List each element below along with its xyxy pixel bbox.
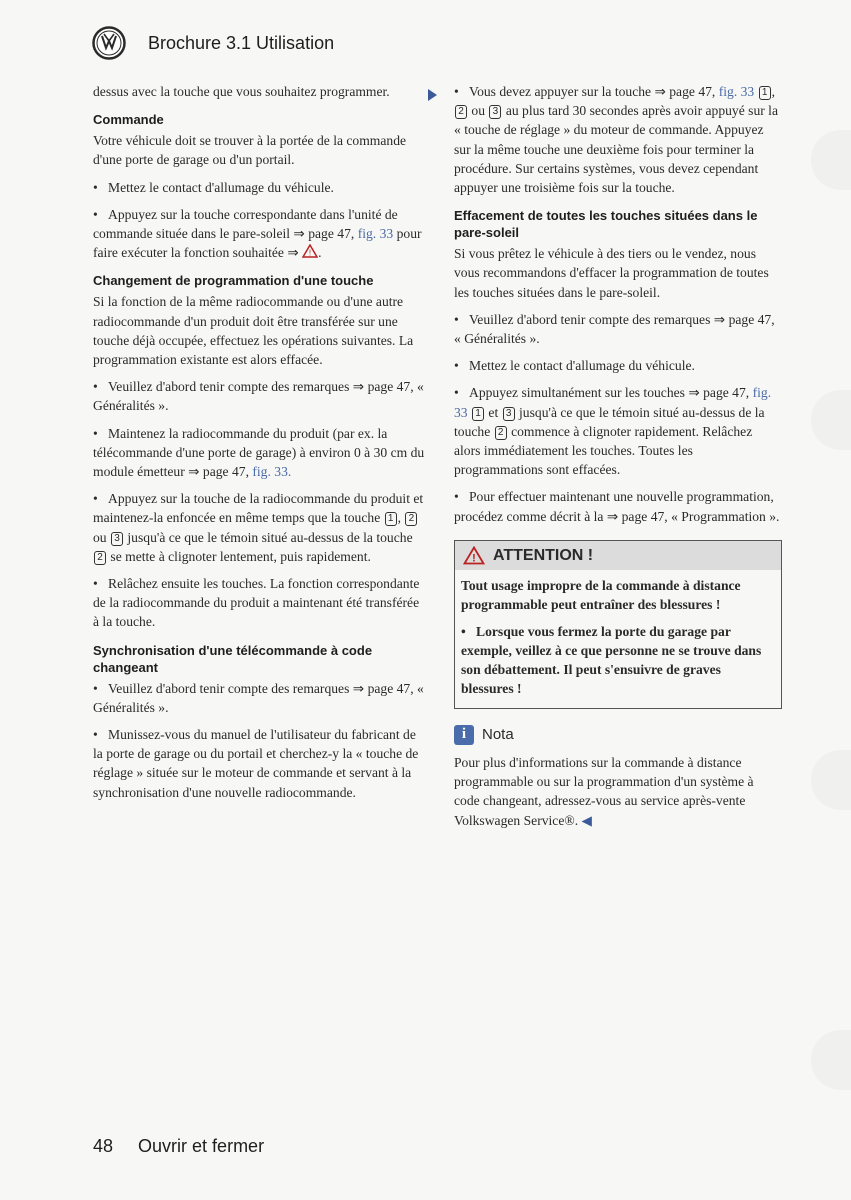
page-edge-shadow (811, 1030, 851, 1090)
key-1-icon: 1 (759, 86, 771, 100)
list-item: • Vous devez appuyer sur la touche ⇒ page 47, fig. 33 1 , 2 ou 3 au plus tard 30 secondes après avoir appuyé sur la « touche de réglage » du moteur de commande. Appuyez sur la même touche une deuxième fois pour terminer la procédure. Sur certains systèmes, vous devez cependant appuyer une troisième fois sur la touche. (454, 84, 778, 196)
svg-text:!: ! (472, 552, 476, 565)
paragraph-changement: Si la fonction de la même radiocommande ou d'une autre radiocommande d'un produit doit être transférée sur une touche déjà occupée, effectuez les opérations suivantes. La programmation existante est alors effacée. (93, 294, 414, 368)
key-3-icon: 3 (503, 407, 515, 421)
figure-link[interactable]: fig. 33 (357, 226, 394, 242)
warning-title: ATTENTION ! (493, 546, 594, 564)
page-edge-shadow (811, 390, 851, 450)
warning-triangle-icon (463, 546, 485, 565)
list-item: • Appuyez sur la touche de la radiocommande du produit et maintenez-la enfoncée en même temps que la touche 1 , 2 ou 3 jusqu'à ce que le témoin situé au-dessus de la touche 2 se mette à clignoter lentement, puis rapidement. (93, 491, 424, 564)
vw-logo-icon (92, 26, 126, 60)
warning-body (455, 570, 781, 708)
heading-commande: Commande (93, 112, 164, 128)
nota-header (454, 725, 782, 745)
warning-text: Tout usage impropre de la commande à distance programmable peut entraîner des blessures ! (461, 578, 741, 613)
nota-title: Nota (482, 726, 514, 744)
warning-header (455, 541, 781, 570)
list-item: • Veuillez d'abord tenir compte des remarques ⇒ page 47, « Généralités ». (454, 311, 775, 347)
list-item: • Appuyez sur la touche correspondante dans l'unité de commande située dans le pare-soleil ⇒ page 47, fig. 33 pour faire exécuter la fonction souhaitée ⇒ ! . (93, 206, 422, 261)
warning-triangle-icon (302, 244, 318, 258)
right-column (454, 82, 782, 838)
intro-text: dessus avec la touche que vous souhaitez programmer. (93, 84, 390, 99)
list-item: • Relâchez ensuite les touches. La fonction correspondante de la radiocommande du produit a maintenant été transférée à la touche. (93, 576, 420, 630)
figure-link[interactable]: fig. 33 (718, 84, 755, 99)
end-marker-icon: ◀ (581, 812, 592, 828)
list-item: • Appuyez simultanément sur les touches ⇒ page 47, fig. 33 1 et 3 jusqu'à ce que le témoin situé au-dessus de la touche 2 commence à clignoter rapidement. Relâchez alors immédiatement les touches. Toutes les programmations sont effacées. (454, 385, 772, 478)
figure-link[interactable]: fig. 33 (454, 385, 772, 420)
list-item: • Munissez-vous du manuel de l'utilisateur du fabricant de la porte de garage ou du portail et cherchez-y la « touche de réglage » située sur le moteur de commande et servant à la synchronisation d'une nouvelle radiocommande. (93, 727, 419, 800)
page-number: 48 (93, 1136, 114, 1156)
key-1-icon: 1 (385, 512, 397, 526)
paragraph-commande: Votre véhicule doit se trouver à la portée de la commande d'une porte de garage ou d'un portail. (93, 133, 407, 168)
heading-effacement: Effacement de toutes les touches situées dans le pare-soleil (454, 208, 758, 241)
heading-changement: Changement de programmation d'une touche (93, 273, 374, 289)
key-1-icon: 1 (472, 407, 484, 421)
key-2-icon: 2 (94, 551, 106, 565)
list-item: • Pour effectuer maintenant une nouvelle programmation, procédez comme décrit à la ⇒ page 47, « Programmation ». (454, 489, 780, 524)
page-header (92, 26, 334, 60)
warning-box (454, 540, 782, 709)
paragraph-effacement: Si vous prêtez le véhicule à des tiers ou le vendez, nous vous recommandons d'effacer la programmation de toutes les touches situées dans le pare-soleil. (454, 246, 769, 300)
key-2-icon: 2 (455, 105, 467, 119)
key-3-icon: 3 (489, 105, 501, 119)
list-item: • Mettez le contact d'allumage du véhicule. (454, 358, 695, 374)
list-item: • Lorsque vous fermez la porte du garage par exemple, veillez à ce que personne ne se trouve dans son débattement. Il peut s'ensuivre de graves blessures ! (461, 624, 762, 697)
page-edge-shadow (811, 750, 851, 810)
list-item: • Veuillez d'abord tenir compte des remarques ⇒ page 47, « Généralités ». (93, 379, 424, 414)
page-footer (93, 1136, 264, 1157)
list-item: • Mettez le contact d'allumage du véhicule. (93, 179, 334, 195)
list-item: • Maintenez la radiocommande du produit (par ex. la télécommande d'une porte de garage) à environ 0 à 30 cm du module émetteur ⇒ page 47, fig. 33. (93, 425, 425, 480)
key-2-icon: 2 (495, 426, 507, 440)
page-title: Brochure 3.1 Utilisation (148, 32, 335, 53)
list-item: • Veuillez d'abord tenir compte des remarques ⇒ page 47, « Généralités ». (93, 680, 424, 715)
heading-synchronisation: Synchronisation d'une télécommande à code changeant (93, 642, 373, 675)
key-3-icon: 3 (111, 532, 123, 546)
page-edge-shadow (811, 130, 851, 190)
figure-link[interactable]: fig. 33. (252, 464, 292, 480)
info-icon: i (454, 725, 474, 745)
left-column (93, 82, 428, 810)
nota-text: Pour plus d'informations sur la commande à distance programmable ou sur la programmation d'un système à code changeant, adressez-vous au service après-vente Volkswagen Service®. ◀ (454, 755, 754, 828)
section-title: Ouvrir et fermer (138, 1136, 265, 1156)
svg-text:!: ! (309, 248, 312, 258)
continue-arrow-icon (428, 89, 437, 101)
key-2-icon: 2 (405, 512, 417, 526)
